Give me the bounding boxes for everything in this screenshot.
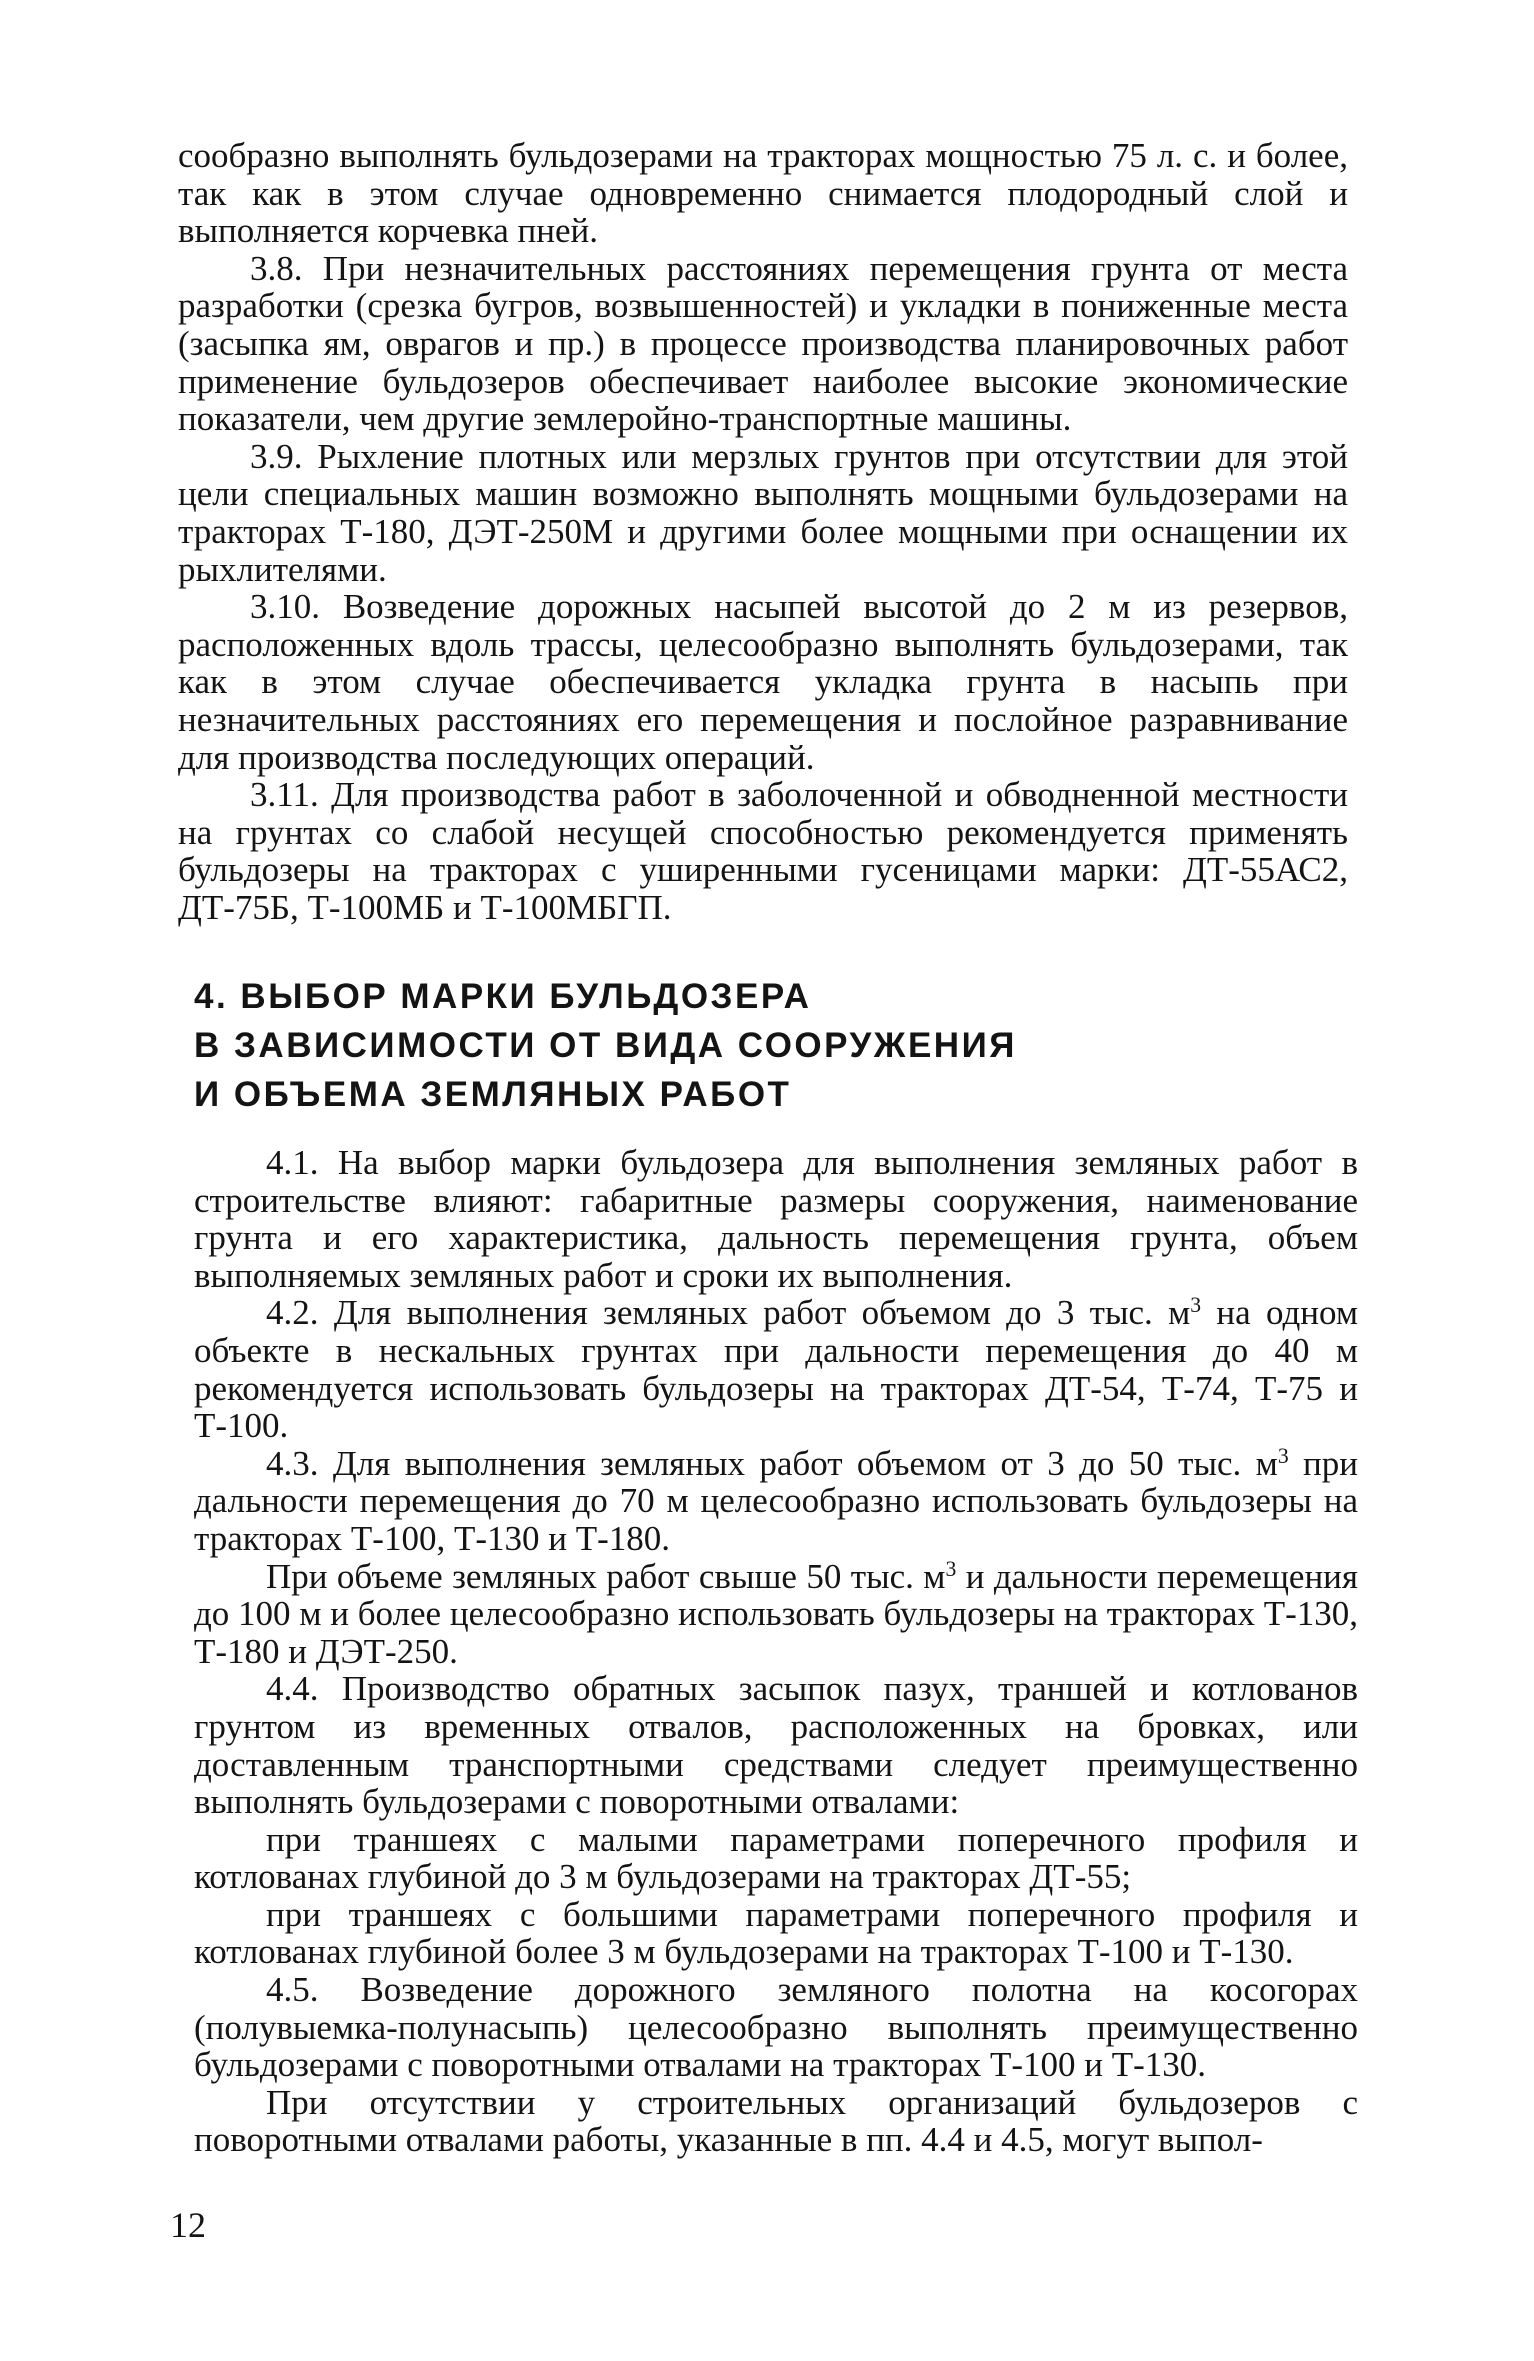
paragraph-4-4-item-2: при траншеях с большими параметрами поперечного профиля и котлованах глубиной более 3 м бульдозерами на тракторах Т-100 и Т-130. [194, 1894, 1358, 1972]
paragraph-4-5-second: При отсутствии у строительных организаций бульдозеров с поворотными отвалами работы, указанные в пп. 4.4 и 4.5, могут выпол- [194, 2082, 1358, 2160]
paragraph-4-3-second-text-b: и дальности перемещения до 100 м и более целесообразно использовать бульдозеры на тракторах Т-130, Т-180 и ДЭТ-250. [194, 1556, 1359, 1671]
heading-line-2: В ЗАВИСИМОСТИ ОТ ВИДА СООРУЖЕНИЯ [194, 1026, 1017, 1065]
paragraph-3-8: 3.8. При незначительных расстояниях перемещения грунта от места разработки (срезка бугров, возвышенностей) и укладки в пониженные места (засыпка ям, оврагов и пр.) в процессе производства планировочных работ применение бульдозеров обеспечивает наиболее высокие экономические показатели, чем другие землеройно-транспортные машины. [178, 248, 1348, 439]
paragraph-4-3-second [194, 1558, 1358, 1671]
text-block-section-4 [194, 1144, 1358, 2159]
paragraph-4-4-item-1: при траншеях с малыми параметрами поперечного профиля и котлованах глубиной до 3 м бульдозерами на тракторах ДТ-55; [194, 1819, 1358, 1897]
cubic-exponent: 3 [1277, 1443, 1289, 1468]
page-number: 12 [170, 2205, 206, 2245]
paragraph-4-2-text-a: 4.2. Для выполнения земляных работ объемом до 3 тыс. м [266, 1293, 1191, 1333]
paragraph-4-3-second-text-a: При объеме земляных работ свыше 50 тыс. м [266, 1556, 946, 1596]
heading-line-1: 4. ВЫБОР МАРКИ БУЛЬДОЗЕРА [194, 977, 812, 1016]
heading-line-3: И ОБЪЕМА ЗЕМЛЯНЫХ РАБОТ [194, 1075, 792, 1114]
cubic-exponent: 3 [1190, 1293, 1202, 1318]
paragraph-4-5: 4.5. Возведение дорожного земляного полотна на косогорах (полувыемка-полунасыпь) целесообразно выполнять преимущественно бульдозерами с поворотными отвалами на тракторах Т-100 и Т-130. [194, 1970, 1358, 2085]
paragraph-4-3 [194, 1445, 1358, 1558]
paragraph-3-7-continued: сообразно выполнять бульдозерами на тракторах мощностью 75 л. с. и более, так как в этом случае одновременно снимается плодородный слой и выполняется корчевка пней. [178, 136, 1348, 251]
cubic-exponent: 3 [945, 1556, 957, 1581]
paragraph-4-4: 4.4. Производство обратных засыпок пазух, траншей и котлованов грунтом из временных отвалов, расположенных на бровках, или доставленным транспортными средствами следует преимущественно выполнять бульдозерами с поворотными отвалами: [194, 1669, 1358, 1822]
paragraph-4-2-text-b: на одном объекте в нескальных грунтах при дальности перемещения до 40 м рекомендуется использовать бульдозеры на тракторах ДТ-54, Т-74, Т-75 и Т-100. [194, 1293, 1358, 1446]
paragraph-4-3-text-b: при дальности перемещения до 70 м целесообразно использовать бульдозеры на тракторах Т-100, Т-130 и Т-180. [194, 1443, 1358, 1558]
paragraph-3-10: 3.10. Возведение дорожных насыпей высотой до 2 м из резервов, расположенных вдоль трассы, целесообразно выполнять бульдозерами, так как в этом случае обеспечивается укладка грунта в насыпь при незначительных расстояниях его перемещения и послойное разравнивание для производства последующих операций. [178, 587, 1348, 777]
paragraph-4-2 [194, 1294, 1358, 1444]
paragraph-4-1: 4.1. На выбор марки бульдозера для выполнения земляных работ в строительстве влияют: габаритные размеры сооружения, наименование грунта и его характеристика, дальность перемещения грунта, объем выполняемых земляных работ и сроки их выполнения. [194, 1143, 1358, 1295]
paragraph-3-9: 3.9. Рыхление плотных или мерзлых грунтов при отсутствии для этой цели специальных машин возможно выполнять мощными бульдозерами на тракторах Т-180, ДЭТ-250М и другими более мощными при оснащении их рыхлителями. [178, 436, 1348, 589]
text-block-section-3 [178, 137, 1348, 926]
paragraph-4-3-text-a: 4.3. Для выполнения земляных работ объемом от 3 до 50 тыс. м [266, 1443, 1278, 1483]
section-4-heading [194, 972, 1094, 1119]
paragraph-3-11: 3.11. Для производства работ в заболоченной и обводненной местности на грунтах со слабой несущей способностью рекомендуется применять бульдозеры на тракторах с уширенными гусеницами марки: ДТ-55АС2, ДТ-75Б, Т-100МБ и Т-100МБГП. [178, 775, 1348, 927]
